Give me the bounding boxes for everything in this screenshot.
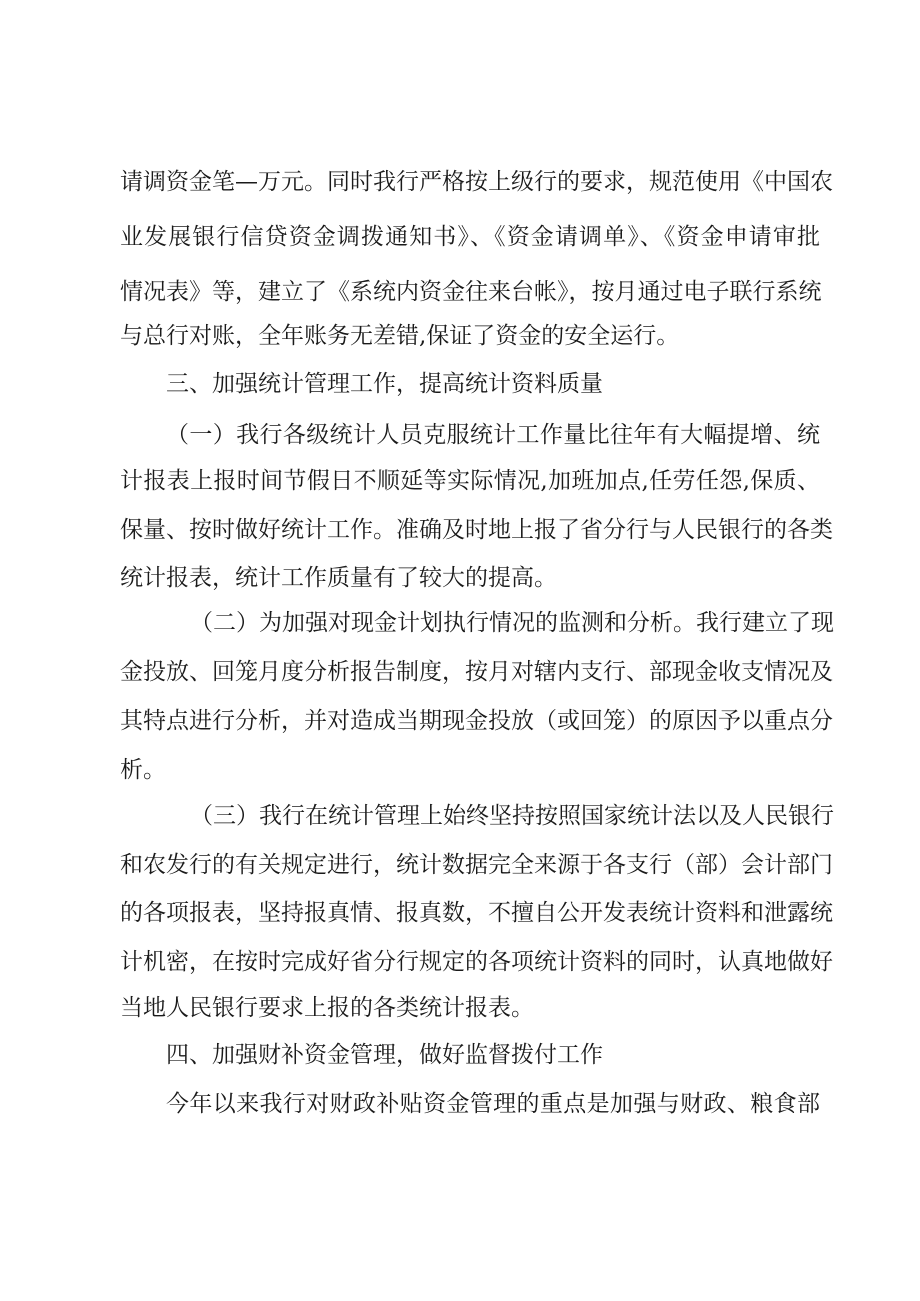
paragraph-line: 请调资金笔—万元。同时我行严格按上级行的要求，规范使用《中国农 — [120, 169, 833, 195]
paragraph-line: （一）我行各级统计人员克服统计工作量比往年有大幅提增、统 — [166, 422, 820, 448]
paragraph-line: （三）我行在统计管理上始终坚持按照国家统计法以及人民银行 — [190, 803, 834, 829]
paragraph-line: 今年以来我行对财政补贴资金管理的重点是加强与财政、粮食部 — [166, 1091, 820, 1117]
paragraph-line: （二）为加强对现金计划执行情况的监测和分析。我行建立了现 — [190, 610, 834, 636]
paragraph-line: 与总行对账，全年账务无差错,保证了资金的安全运行。 — [120, 323, 680, 349]
paragraph-line: 计机密，在按时完成好省分行规定的各项统计资料的同时，认真地做好 — [120, 949, 833, 975]
paragraph-line: 计报表上报时间节假日不顺延等实际情况,加班加点,任劳任怨,保质、 — [120, 468, 820, 494]
paragraph-line: 情况表》等，建立了《系统内资金往来台帐》，按月通过电子联行系统 — [120, 279, 822, 305]
section-heading: 三、加强统计管理工作，提高统计资料质量 — [166, 371, 603, 397]
paragraph-line: 业发展银行信贷资金调拨通知书》、《资金请调单》、《资金申请审批 — [120, 224, 820, 250]
paragraph-line: 当地人民银行要求上报的各类统计报表。 — [120, 995, 534, 1021]
paragraph-line: 金投放、回笼月度分析报告制度，按月对辖内支行、部现金收支情况及 — [120, 659, 833, 685]
paragraph-line: 其特点进行分析，并对造成当期现金投放（或回笼）的原因予以重点分 — [120, 708, 833, 734]
paragraph-line: 的各项报表，坚持报真情、报真数，不擅自公开发表统计资料和泄露统 — [120, 900, 833, 926]
paragraph-line: 和农发行的有关规定进行，统计数据完全来源于各支行（部）会计部门 — [120, 852, 833, 878]
paragraph-line: 析。 — [120, 757, 166, 783]
section-heading: 四、加强财补资金管理，做好监督拨付工作 — [166, 1042, 603, 1068]
paragraph-line: 统计报表，统计工作质量有了较大的提高。 — [120, 565, 557, 591]
paragraph-line: 保量、按时做好统计工作。准确及时地上报了省分行与人民银行的各类 — [120, 517, 833, 543]
